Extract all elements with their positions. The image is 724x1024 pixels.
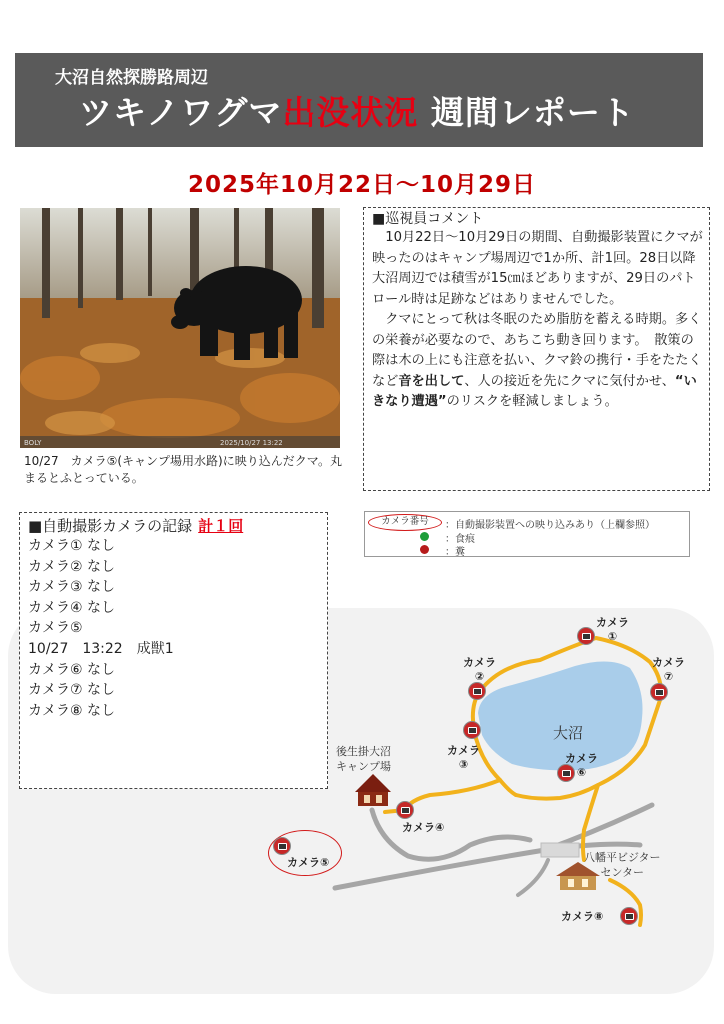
road-south — [518, 860, 548, 895]
camera-4-label: カメラ④ — [402, 821, 445, 834]
camera-7-label — [652, 656, 685, 684]
trail-center — [583, 785, 598, 860]
title-species: ツキノワグマ — [79, 93, 283, 132]
camera-1-icon[interactable] — [577, 627, 595, 645]
header-subtitle: 大沼自然探勝路周辺 — [55, 68, 208, 88]
camera-2-label-text: カメラ ② — [463, 656, 496, 683]
camera-5-icon[interactable] — [273, 837, 291, 855]
record-row: カメラ⑦ なし — [28, 682, 116, 699]
lake-label: 大沼 — [553, 724, 584, 742]
record-detail-note: 成獣1 — [136, 640, 174, 657]
comment-p2-part-a: クマにとって秋は冬眠のため脂肪を蓄える時期。多くの栄養が必要なので、あちこち動き回ります。 散策の際は木の上にも注意を払い、クマ鈴の携行・手をたたくなど — [372, 312, 702, 389]
legend-camera-key: カメラ番号 — [368, 514, 442, 531]
record-total: 計１回 — [198, 517, 244, 535]
photo-overlay-date: 2025/10/27 13:22 — [220, 439, 283, 447]
lake-shape — [478, 661, 643, 770]
camera-2-icon[interactable] — [468, 682, 486, 700]
title-status: 出没状況 — [282, 93, 419, 132]
comment-heading: ■巡視員コメント — [372, 211, 484, 227]
comment-emphasis-encounter: “いきなり遭遇” — [372, 373, 697, 409]
camera-7-label-text: カメラ ⑦ — [652, 656, 685, 683]
camera-6-label — [565, 752, 598, 780]
legend-dung-label: ：糞 — [445, 547, 465, 558]
photo-caption: 10/27 カメラ⑤(キャンプ場用水路)に映り込んだクマ。丸まるとふとっている。 — [24, 454, 342, 485]
record-row: カメラ⑤ — [28, 620, 83, 637]
record-row: カメラ④ なし — [28, 599, 116, 616]
campsite-label — [336, 744, 391, 774]
camera-6-label-text: カメラ ⑥ — [565, 752, 598, 779]
road-campsite-loop — [372, 810, 530, 859]
title-report: 週間レポート — [430, 93, 635, 132]
photo-overlay-brand: BOLY — [24, 439, 42, 447]
camera-5-label: カメラ⑤ — [287, 856, 330, 869]
visitor-center-label-text: 八幡平ビジター センター — [584, 851, 661, 879]
comment-paragraph-1: 10月22日～10月29日の期間、自動撮影装置にクマが映ったのはキャンプ場周辺で1か所、計1回。28日以降大沼周辺では積雪が15㎝ほどありますが、29日のパトロール時は足跡などはありませんでした。 — [372, 230, 703, 307]
legend-feeding-label: ：食痕 — [445, 534, 475, 545]
campsite-label-text: 後生掛大沼 キャンプ場 — [336, 745, 391, 773]
camera-8-icon[interactable] — [620, 907, 638, 925]
camera-record-box — [19, 512, 328, 789]
record-detail-time: 13:22 — [82, 640, 123, 657]
legend-camera-desc: ：自動撮影装置への映り込みあり（上欄参照） — [445, 520, 655, 531]
report-date-range: 2025年10月22日～10月29日 — [187, 172, 537, 198]
camera-1-label-text: カメラ ① — [596, 616, 629, 643]
record-detail-date: 10/27 — [28, 640, 69, 657]
camera-1-label — [596, 616, 629, 644]
comment-emphasis-sound: 音を出して — [398, 373, 465, 389]
comment-p2-part-c: 、人の接近を先にクマに気付かせ、 — [464, 373, 675, 389]
camera-3-label-text: カメラ ③ — [447, 744, 480, 771]
comment-p2-part-e: のリスクを軽減しましょう。 — [446, 394, 618, 409]
camera-2-label — [463, 656, 496, 684]
record-row: カメラ③ なし — [28, 579, 116, 596]
record-row: カメラ⑥ なし — [28, 661, 116, 678]
camera-8-label: カメラ⑧ — [561, 910, 604, 923]
camera-4-icon[interactable] — [396, 801, 414, 819]
camera-3-label — [447, 744, 480, 772]
record-row: カメラ② なし — [28, 558, 116, 575]
record-detail-row — [28, 639, 319, 660]
record-heading — [28, 516, 319, 536]
camera-3-icon[interactable] — [463, 721, 481, 739]
record-heading-text: ■自動撮影カメラの記録 — [28, 517, 193, 535]
camera-7-icon[interactable] — [650, 683, 668, 701]
campsite-hut-icon — [355, 774, 391, 806]
visitor-center-label — [584, 850, 661, 880]
record-row: カメラ⑧ なし — [28, 702, 116, 719]
record-row: カメラ① なし — [28, 538, 116, 554]
